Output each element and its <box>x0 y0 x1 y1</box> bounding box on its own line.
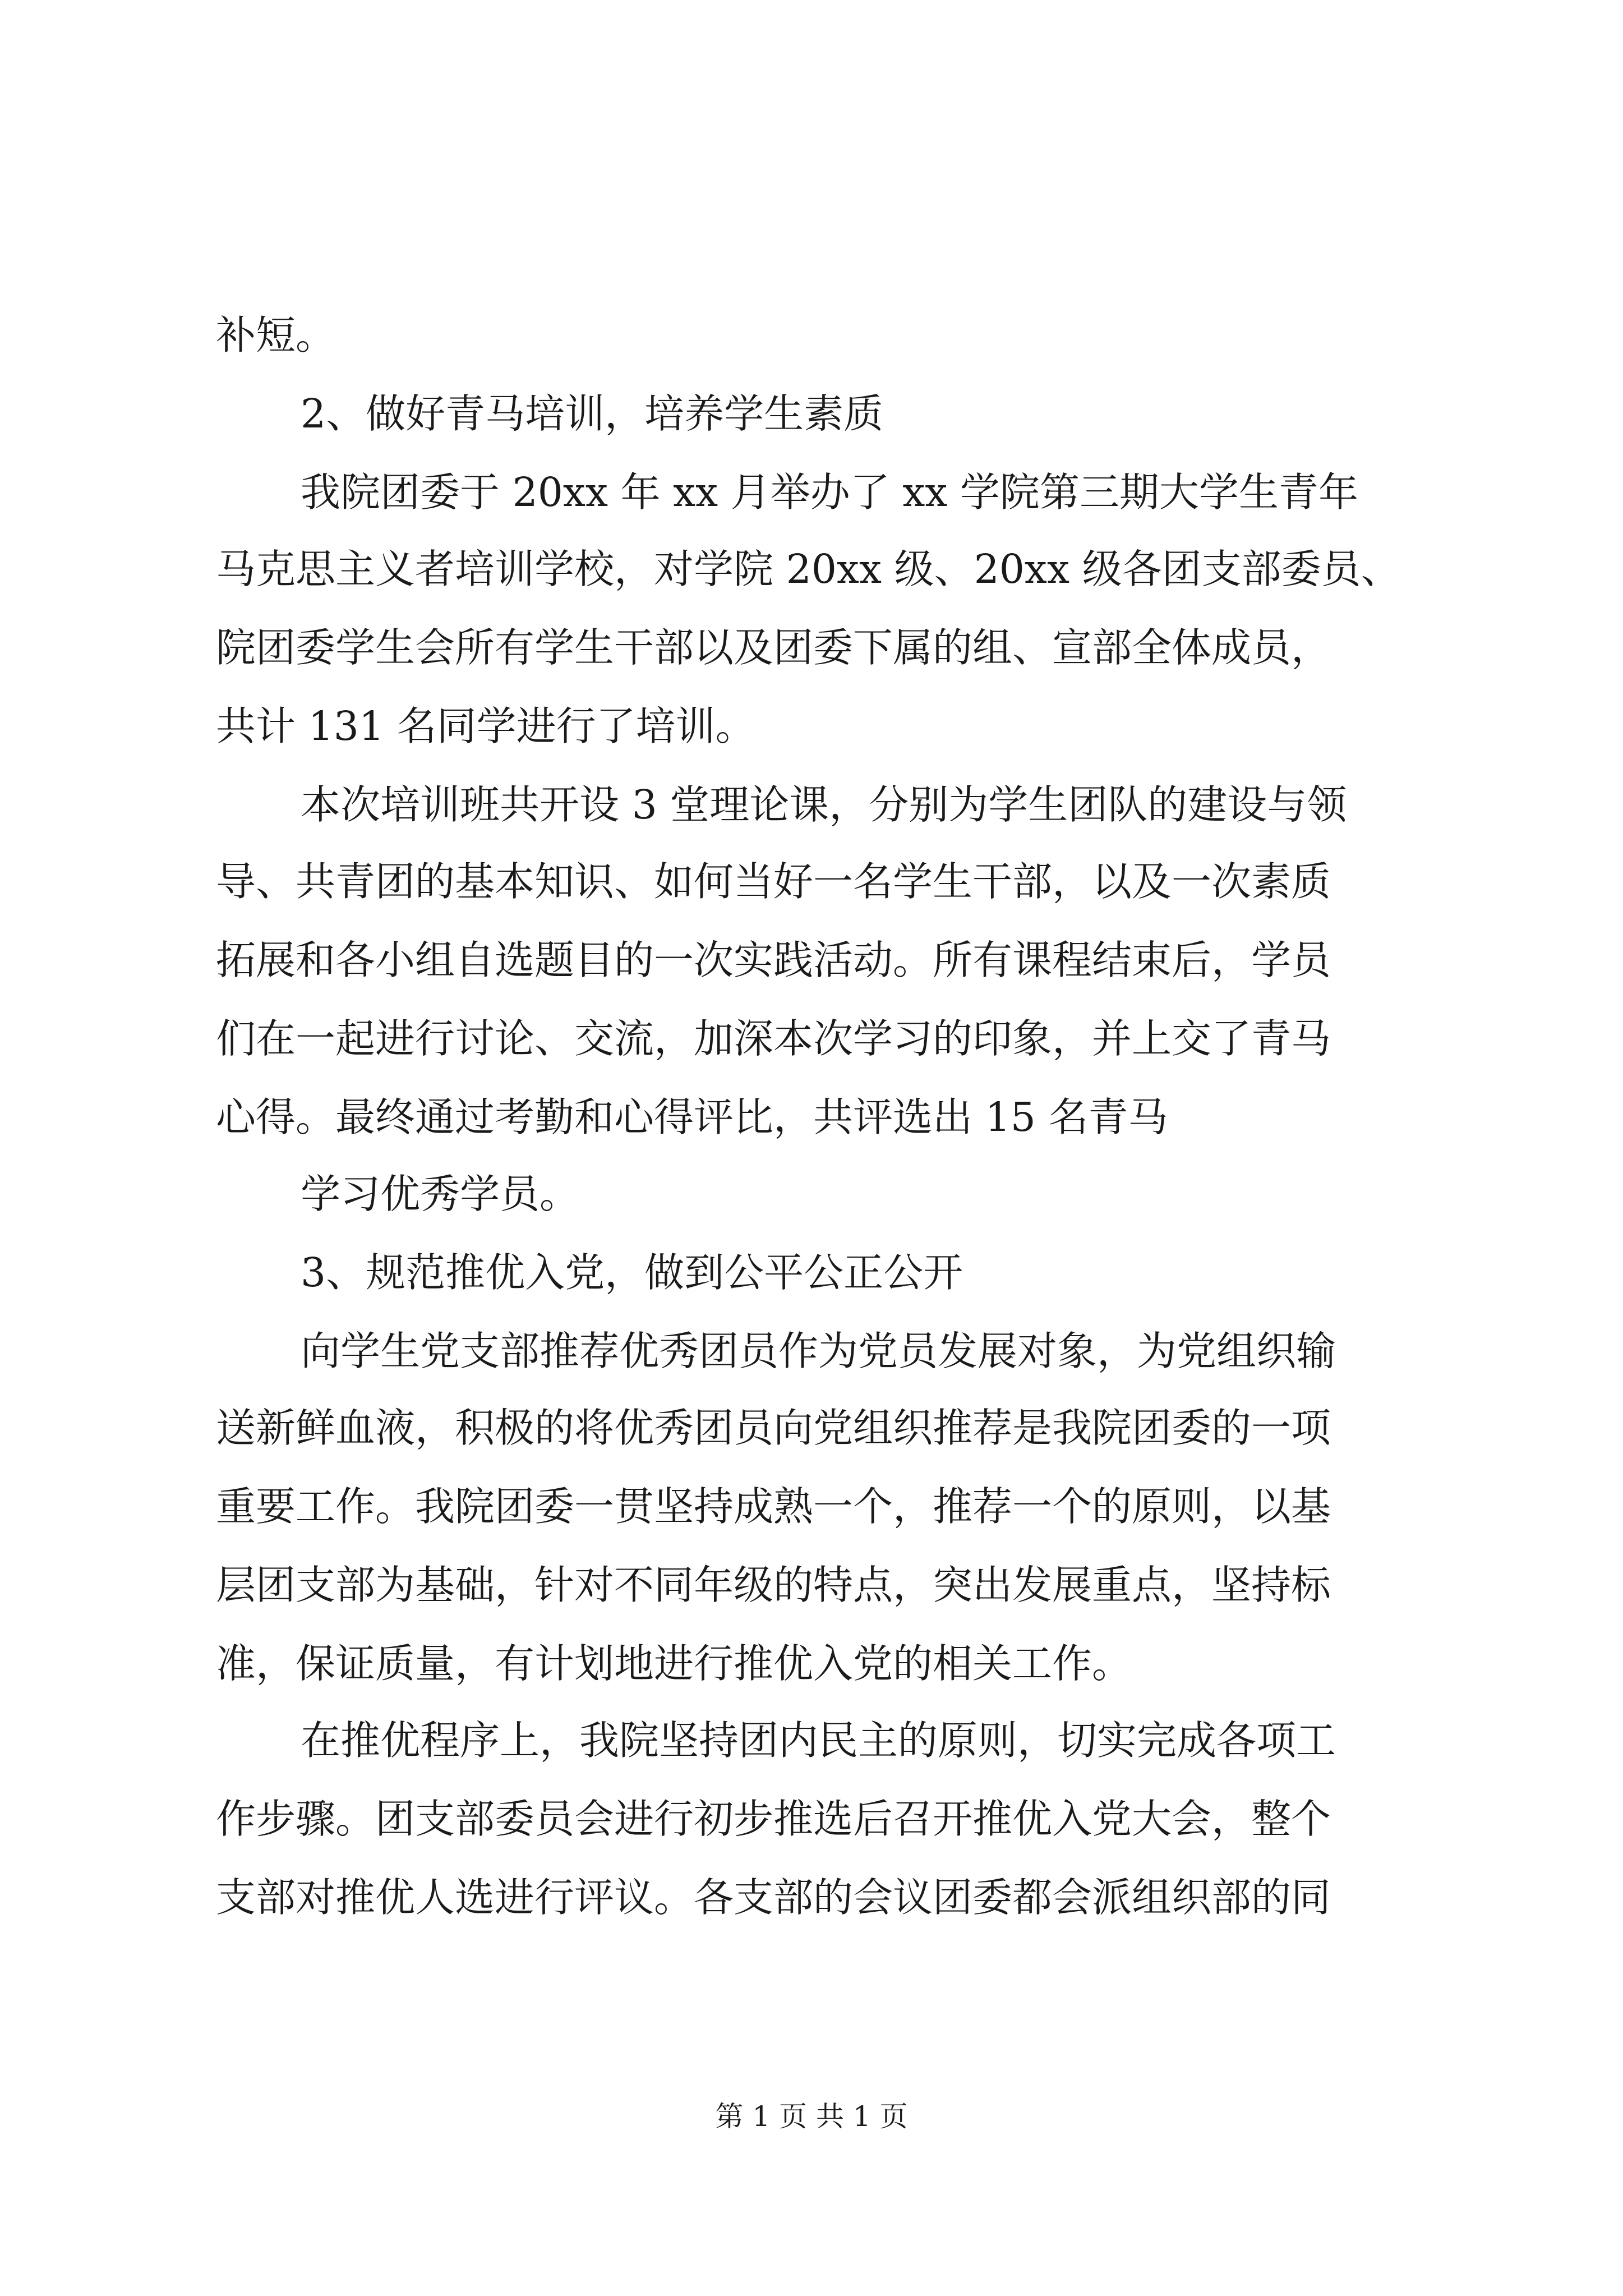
text-line: 本次培训班共开设 3 堂理论课，分别为学生团队的建设与领 <box>301 781 1347 828</box>
text-line: 在推优程序上，我院坚持团内民主的原则，切实完成各项工 <box>301 1717 1336 1764</box>
text-line: 作步骤。团支部委员会进行初步推选后召开推优入党大会，整个 <box>216 1796 1331 1842</box>
text-line: 们在一起进行讨论、交流，加深本次学习的印象，并上交了青马 <box>216 1015 1331 1062</box>
text-line: 院团委学生会所有学生干部以及团委下属的组、宣部全体成员， <box>216 624 1331 671</box>
page-number-footer: 第 1 页 共 1 页 <box>715 2100 908 2133</box>
section-heading: 3、规范推优入党，做到公平公正公开 <box>301 1249 963 1296</box>
text-line: 马克思主义者培训学校，对学院 20xx 级、20xx 级各团支部委员、 <box>216 546 1401 592</box>
text-line: 准，保证质量，有计划地进行推优入党的相关工作。 <box>216 1640 1132 1687</box>
text-line: 心得。最终通过考勤和心得评比，共评选出 15 名青马 <box>216 1094 1168 1140</box>
text-line: 导、共青团的基本知识、如何当好一名学生干部，以及一次素质 <box>216 858 1331 905</box>
text-line: 支部对推优人选进行评议。各支部的会议团委都会派组织部的同 <box>216 1874 1331 1921</box>
text-line: 学习优秀学员。 <box>301 1171 580 1217</box>
text-line: 补短。 <box>216 312 336 358</box>
text-line: 送新鲜血液，积极的将优秀团员向党组织推荐是我院团委的一项 <box>216 1405 1331 1451</box>
section-heading: 2、做好青马培训，培养学生素质 <box>301 390 884 437</box>
text-line: 向学生党支部推荐优秀团员作为党员发展对象，为党组织输 <box>301 1328 1336 1374</box>
text-line: 我院团委于 20xx 年 xx 月举办了 xx 学院第三期大学生青年 <box>301 469 1359 516</box>
text-line: 层团支部为基础，针对不同年级的特点，突出发展重点，坚持标 <box>216 1562 1331 1608</box>
text-line: 拓展和各小组自选题目的一次实践活动。所有课程结束后，学员 <box>216 937 1331 983</box>
text-line: 重要工作。我院团委一贯坚持成熟一个，推荐一个的原则，以基 <box>216 1483 1331 1530</box>
text-line: 共计 131 名同学进行了培训。 <box>216 703 755 749</box>
